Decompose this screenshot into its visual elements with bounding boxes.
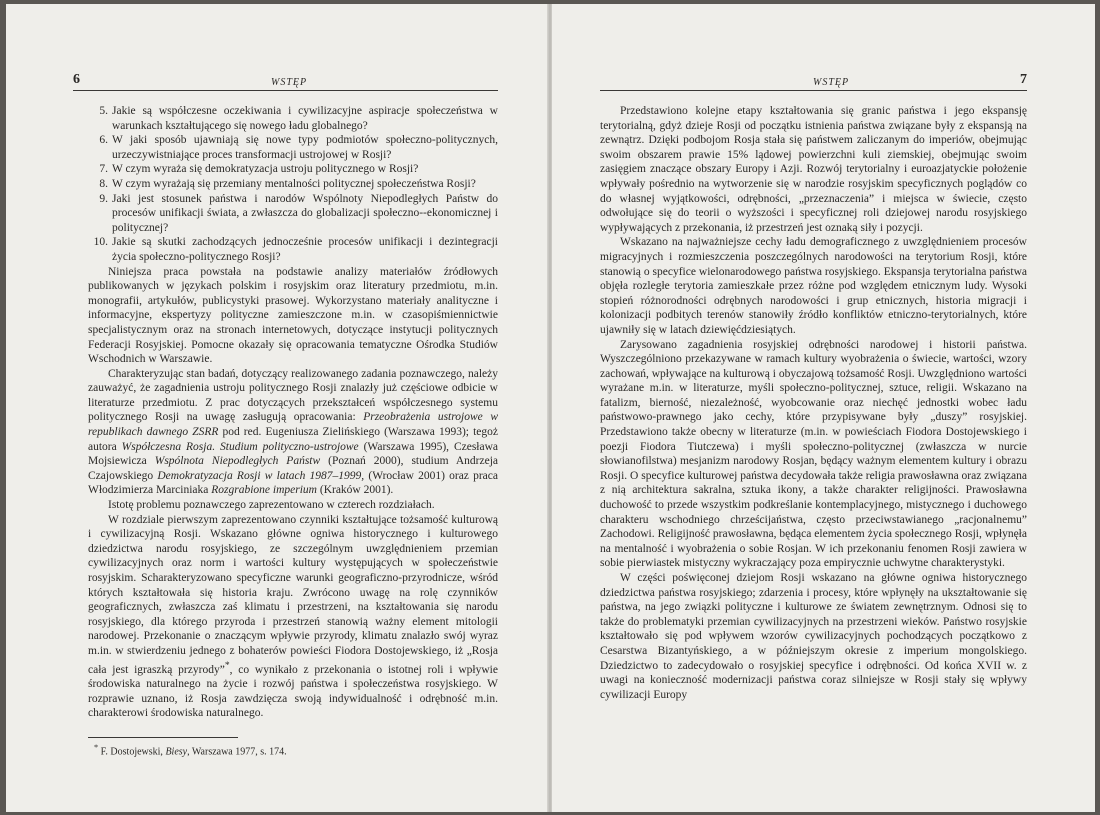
paragraph-expansion: Przedstawiono kolejne etapy kształtowania się granic państwa i jego ekspansję terytorialną, gdyż dzieje Rosji od początku istnienia państwa związane były z ekspansją na zewnątrz. Dzięki podbojom Rosja stała się państwem zaliczanym do imperiów, obejmując swoim obszarem prawie 15% lądowej powierzchni kuli ziemskiej, obejmując swoim zasięgiem znaczące obszary Europy i Azji. Rozwój terytorialny i euroazjatyckie położenie wpływały pośrednio na wytworzenie się w narodzie rosyjskim specyficznych poglądów co do własnej wyjątkowości, odrębności, „przeznaczenia” i miejsca w świecie, często odwołujące się do teorii o wyższości i specyficznej roli dziejowej narodu rosyjskiego wypływających z przekonania, iż przestrzeń jest oznaką siły i pozycji. [600,105,1027,234]
list-item: 9. Jaki jest stosunek państwa i narodów Wspólnoty Niepodległych Państw do procesów unifikacji świata, a zwłaszcza do globalizacji społeczno--ekonomicznej i politycznej? [99,192,498,234]
list-item: 5. Jakie są współczesne oczekiwania i cywilizacyjne aspiracje społeczeństwa w warunkach kształtującego się nowego ładu globalnego? [99,105,498,132]
paragraph-history: W części poświęconej dziejom Rosji wskazano na główne ogniwa historycznego dziedzictwa państwa rosyjskiego; zdarzenia i procesy, które wpłynęły na ukształtowanie się państwa, na jego związki polityczne i kulturowe ze światem zewnętrznym. Odnosi się to także do problematyki przemian cywilizacyjnych na przestrzeni wieków. Państwo rosyjskie kształtowało się pod wpływem wzorów cywilizacyjnych pochodzących początkowo z Cesarstwa Bizantyńskiego, a w późniejszym okresie z imperium mongolskiego. Dziedzictwo to zadecydowało o rosyjskiej specyfice i odrębności. Od końca XVII w. z uwagi na konieczność modernizacji państwa coraz silniejsze w Rosji stały się wpływy cywilizacji Europy [600,572,1027,701]
left-header-title: WSTĘP [271,77,308,88]
right-page [551,4,1095,812]
left-page-body [88,104,498,721]
paragraph-structure: Istotę problemu poznawczego zaprezentowano w czterech rozdziałach. [108,499,435,512]
left-page-number: 6 [73,72,80,87]
list-item: 6. W jaki sposób ujawniają się nowe typy podmiotów społeczno-politycznych, urzeczywistniające proces transformacji ustrojowej w Rosji? [99,134,498,161]
book-title: Przeobrażenia ustrojowe w republikach dawnego ZSRR [88,411,498,439]
book-title: Biesy [165,746,188,758]
book-title: Wspólnota Niepodległych Państw [154,455,321,468]
right-header-title: WSTĘP [813,77,850,88]
list-item: 7. W czym wyraża się demokratyzacja ustroju politycznego w Rosji? [99,163,419,176]
paragraph-sources: Niniejsza praca powstała na podstawie analizy materiałów źródłowych publikowanych w językach polskim i rosyjskim oraz literatury przedmiotu, m.in. monografii, artykułów, publicystyki prasowej. Wykorzystano materiały analityczne i informacyjne, ekspertyzy polityczne zamieszczone m.in. w czasopiśmiennictwie specjalistycznym oraz na stronach internetowych, dotyczące instytucji politycznych Federacji Rosyjskiej. Pomocne okazały się opracowania tematyczne Ośrodka Studiów Wschodnich w Warszawie. [88,265,498,366]
paragraph-culture: Zarysowano zagadnienia rosyjskiej odrębności narodowej i historii państwa. Wyszczególniono przekazywane w ramach kultury wyobrażenia o świecie, wartości, wzory zachowań, wpływające na kulturową i obyczajową tożsamość Rosji. Uwzględniono wartości wyrażane m.in. w literaturze, myśli społeczno-politycznej, sztuce, religii. Wskazano na fatalizm, bierność, niezależność, wyobcowanie oraz niechęć jednostki wobec ładu państwowo-prawnego jako cechy, które przypisywane były „duszy” rosyjskiej. Przedstawiono także obecny w literaturze (m.in. w powieściach Fiodora Dostojewskiego i poezji Fiodora Tiutczewa) i myśli społeczno-politycznej (zwłaszcza w nurcie słowianofilstwa) mesjanizm narodowy Rosjan, będący ważnym elementem kultury i obrazu Rosji. O specyfice kulturowej państwa decydowała także religia prawosławna oraz związana z nią architektura sakralna, sztuka ikony, a także charakter religijności. Prawosławna duchowość to przede wszystkim podkreślanie kontemplacyjnego, mistycznego i duchowego charakteru wschodniego chrześcijaństwa, często przeciwstawianego „racjonalnemu” Zachodowi. Religijność prawosławna, będąca elementem życia społecznego Rosji, wpłynęła na mentalność i wyobrażenia o sobie Rosjan. W ich przekonaniu fenomen Rosji zawiera w sobie pierwiastek mistyczny wykraczający poza empirycznie uchwytne charakterystyki. [600,338,1027,570]
right-page-number: 7 [1020,72,1027,87]
book-title: Rozgrabione imperium [211,484,317,497]
footnote-divider [88,737,238,738]
paragraph-demography: Wskazano na najważniejsze cechy ładu demograficznego z uwzględnieniem procesów migracyjnych i rozmieszczenia poszczególnych narodowości na terytorium Rosji, które stanowią o specyfice wielonarodowego państwa rosyjskiego. Ekspansja terytorialna państwa objęła rozległe terytoria zamieszkałe przez różne pod względem etnicznym ludy. Wysoki stopień różnorodności odrębnych narodowości i grup etnicznych, historia migracji i kolonizacji podbitych terenów stanowiły źródło konfliktów etniczno-terytorialnych, które ujawniły się w latach dziewięćdziesiątych. [600,236,1027,336]
right-page-body [600,104,1027,702]
research-questions-list [88,104,498,265]
book-title: Demokratyzacja Rosji w latach 1987–1999, [157,469,365,482]
footnote-marker: * [224,659,230,671]
left-page [6,4,550,812]
book-title: Współczesna Rosja. Studium polityczno-ustrojowe [121,440,359,453]
paragraph-chapter-one: W rozdziale pierwszym zaprezentowano czynniki kształtujące tożsamość kulturową i cywilizacyjną Rosji. Wskazano główne ogniwa historycznego i kulturowego dziedzictwa narodu rosyjskiego, ze szczególnym uwzględnieniem przemian cywilizacyjnych oraz norm i wartości kultury występujących w społeczeństwie rosyjskim. Scharakteryzowano specyficzne warunki geograficzno-przyrodnicze, wśród których kształtowała się historia kraju. Zwrócono uwagę na rolę czynników geograficznych, zwłaszcza zaś klimatu i przestrzeni, na kształtowania się narodu rosyjskiego, dla którego przyroda i przestrzeń stanowią ważny element mitologii narodowej. Przekonanie o znaczącym wpływie przyrody, klimatu znalazło swój wyraz m.in. w stwierdzeniu jednego z bohaterów powieści Fiodora Dostojewskiego, iż „Rosja cała jest igraszką przyrody”*, co wynikało z przekonania o istotnej roli i wpływie środowiska naturalnego na życie i rozwój państwa i społeczeństwa rosyjskiego. W rozprawie uznano, iż Rosja zawdzięcza swoją indywidualność i odrębność m.in. charakterowi środowiska naturalnego. [88,513,498,720]
list-item: 10. Jakie są skutki zachodzących jednocześnie procesów unifikacji i dezintegracji życia społeczno-politycznego Rosji? [93,236,498,263]
book-spread [6,4,1094,812]
right-running-header [600,72,1027,91]
list-item: 8. W czym wyrażają się przemiany mentalności politycznej społeczeństwa Rosji? [99,177,476,190]
footnote: * F. Dostojewski, Biesy, Warszawa 1977, s. 174. [94,743,287,758]
left-running-header [73,72,498,91]
paragraph-literature: Charakteryzując stan badań, dotyczący realizowanego zadania poznawczego, należy zauważyć, że zagadnienia ustroju politycznego Rosji znalazły już częściowe odbicie w literaturze przedmiotu. Z prac dotyczących przekształceń współczesnego systemu politycznego Rosji na uwagę zasługują opracowania: Przeobrażenia ustrojowe w republikach dawnego ZSRR pod red. Eugeniusza Zielińskiego (Warszawa 1993); tegoż autora Współczesna Rosja. Studium polityczno-ustrojowe (Warszawa 1995), Czesława Mojsiewicza Wspólnota Niepodległych Państw (Poznań 2000), studium Andrzeja Czajowskiego Demokratyzacja Rosji w latach 1987–1999, (Wrocław 2001) oraz praca Włodzimierza Marciniaka Rozgrabione imperium (Kraków 2001). [88,367,499,497]
